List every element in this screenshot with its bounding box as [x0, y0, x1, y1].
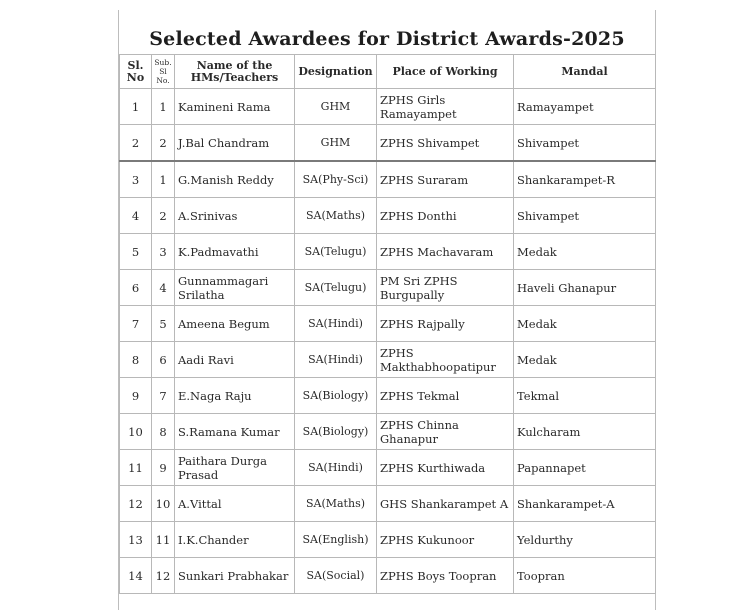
- cell-sl-no: 11: [120, 450, 152, 486]
- table-row: [120, 198, 656, 234]
- cell-designation: SA(Biology): [295, 378, 377, 414]
- cell-sl-no: 10: [120, 414, 152, 450]
- cell-name: Sunkari Prabhakar: [175, 558, 295, 594]
- cell-sub-sl-no: 9: [152, 450, 175, 486]
- cell-designation: SA(Social): [295, 558, 377, 594]
- table-row: [120, 558, 656, 594]
- header-name: Name of the HMs/Teachers: [175, 55, 295, 89]
- cell-place: GHS Shankarampet A: [377, 486, 514, 522]
- table-row: [120, 414, 656, 450]
- cell-sub-sl-no: 12: [152, 558, 175, 594]
- cell-sub-sl-no: 7: [152, 378, 175, 414]
- cell-designation: GHM: [295, 89, 377, 125]
- cell-name: G.Manish Reddy: [175, 161, 295, 198]
- cell-name: J.Bal Chandram: [175, 125, 295, 162]
- cell-designation: SA(Hindi): [295, 342, 377, 378]
- table-row: [120, 378, 656, 414]
- cell-place: ZPHS Tekmal: [377, 378, 514, 414]
- cell-name: Aadi Ravi: [175, 342, 295, 378]
- cell-place: ZPHS Shivampet: [377, 125, 514, 162]
- cell-place: ZPHS Girls Ramayampet: [377, 89, 514, 125]
- cell-name: Paithara Durga Prasad: [175, 450, 295, 486]
- table-row: [120, 522, 656, 558]
- cell-sub-sl-no: 4: [152, 270, 175, 306]
- awardees-table: [119, 54, 656, 594]
- cell-place: PM Sri ZPHS Burgupally: [377, 270, 514, 306]
- cell-name: I.K.Chander: [175, 522, 295, 558]
- cell-mandal: Medak: [514, 342, 656, 378]
- cell-mandal: Toopran: [514, 558, 656, 594]
- cell-mandal: Medak: [514, 234, 656, 270]
- cell-designation: SA(Hindi): [295, 306, 377, 342]
- cell-place: ZPHS Chinna Ghanapur: [377, 414, 514, 450]
- header-sub-sl-no: Sub. Sl No.: [152, 55, 175, 89]
- table-row: [120, 270, 656, 306]
- cell-designation: SA(Phy-Sci): [295, 161, 377, 198]
- cell-sub-sl-no: 2: [152, 125, 175, 162]
- cell-name: Gunnammagari Srilatha: [175, 270, 295, 306]
- cell-mandal: Tekmal: [514, 378, 656, 414]
- cell-sl-no: 1: [120, 89, 152, 125]
- cell-designation: SA(Hindi): [295, 450, 377, 486]
- table-header-row: [120, 55, 656, 89]
- table-row: [120, 161, 656, 198]
- table-row: [120, 234, 656, 270]
- header-sl-no: Sl. No: [120, 55, 152, 89]
- document-page: [118, 10, 656, 610]
- cell-designation: SA(Maths): [295, 198, 377, 234]
- cell-mandal: Shankarampet-R: [514, 161, 656, 198]
- cell-designation: GHM: [295, 125, 377, 162]
- cell-mandal: Yeldurthy: [514, 522, 656, 558]
- cell-mandal: Papannapet: [514, 450, 656, 486]
- table-row: [120, 125, 656, 162]
- cell-designation: SA(English): [295, 522, 377, 558]
- cell-name: Kamineni Rama: [175, 89, 295, 125]
- cell-mandal: Shivampet: [514, 125, 656, 162]
- cell-place: ZPHS Boys Toopran: [377, 558, 514, 594]
- table-row: [120, 450, 656, 486]
- cell-mandal: Medak: [514, 306, 656, 342]
- cell-mandal: Shankarampet-A: [514, 486, 656, 522]
- cell-place: ZPHS Kukunoor: [377, 522, 514, 558]
- cell-sub-sl-no: 11: [152, 522, 175, 558]
- table-row: [120, 89, 656, 125]
- cell-sl-no: 7: [120, 306, 152, 342]
- cell-place: ZPHS Rajpally: [377, 306, 514, 342]
- cell-mandal: Shivampet: [514, 198, 656, 234]
- cell-mandal: Haveli Ghanapur: [514, 270, 656, 306]
- cell-mandal: Kulcharam: [514, 414, 656, 450]
- cell-designation: SA(Telugu): [295, 234, 377, 270]
- cell-sub-sl-no: 1: [152, 89, 175, 125]
- cell-sl-no: 8: [120, 342, 152, 378]
- cell-sl-no: 6: [120, 270, 152, 306]
- cell-mandal: Ramayampet: [514, 89, 656, 125]
- cell-sub-sl-no: 6: [152, 342, 175, 378]
- cell-name: S.Ramana Kumar: [175, 414, 295, 450]
- table-row: [120, 486, 656, 522]
- cell-designation: SA(Maths): [295, 486, 377, 522]
- header-place: Place of Working: [377, 55, 514, 89]
- cell-place: ZPHS Suraram: [377, 161, 514, 198]
- cell-sub-sl-no: 1: [152, 161, 175, 198]
- table-row: [120, 306, 656, 342]
- cell-sl-no: 2: [120, 125, 152, 162]
- document-title: Selected Awardees for District Awards-2025: [149, 28, 625, 50]
- cell-sl-no: 9: [120, 378, 152, 414]
- cell-sl-no: 13: [120, 522, 152, 558]
- cell-name: K.Padmavathi: [175, 234, 295, 270]
- cell-designation: SA(Telugu): [295, 270, 377, 306]
- cell-place: ZPHS Makthabhoopatipur: [377, 342, 514, 378]
- cell-place: ZPHS Donthi: [377, 198, 514, 234]
- cell-sl-no: 3: [120, 161, 152, 198]
- cell-sl-no: 12: [120, 486, 152, 522]
- cell-sl-no: 4: [120, 198, 152, 234]
- cell-sl-no: 5: [120, 234, 152, 270]
- cell-place: ZPHS Kurthiwada: [377, 450, 514, 486]
- cell-name: A.Srinivas: [175, 198, 295, 234]
- cell-sub-sl-no: 3: [152, 234, 175, 270]
- header-mandal: Mandal: [514, 55, 656, 89]
- cell-sub-sl-no: 2: [152, 198, 175, 234]
- table-row: [120, 342, 656, 378]
- cell-name: Ameena Begum: [175, 306, 295, 342]
- cell-sub-sl-no: 8: [152, 414, 175, 450]
- cell-sl-no: 14: [120, 558, 152, 594]
- cell-designation: SA(Biology): [295, 414, 377, 450]
- header-designation: Designation: [295, 55, 377, 89]
- cell-place: ZPHS Machavaram: [377, 234, 514, 270]
- cell-name: A.Vittal: [175, 486, 295, 522]
- cell-sub-sl-no: 10: [152, 486, 175, 522]
- cell-sub-sl-no: 5: [152, 306, 175, 342]
- cell-name: E.Naga Raju: [175, 378, 295, 414]
